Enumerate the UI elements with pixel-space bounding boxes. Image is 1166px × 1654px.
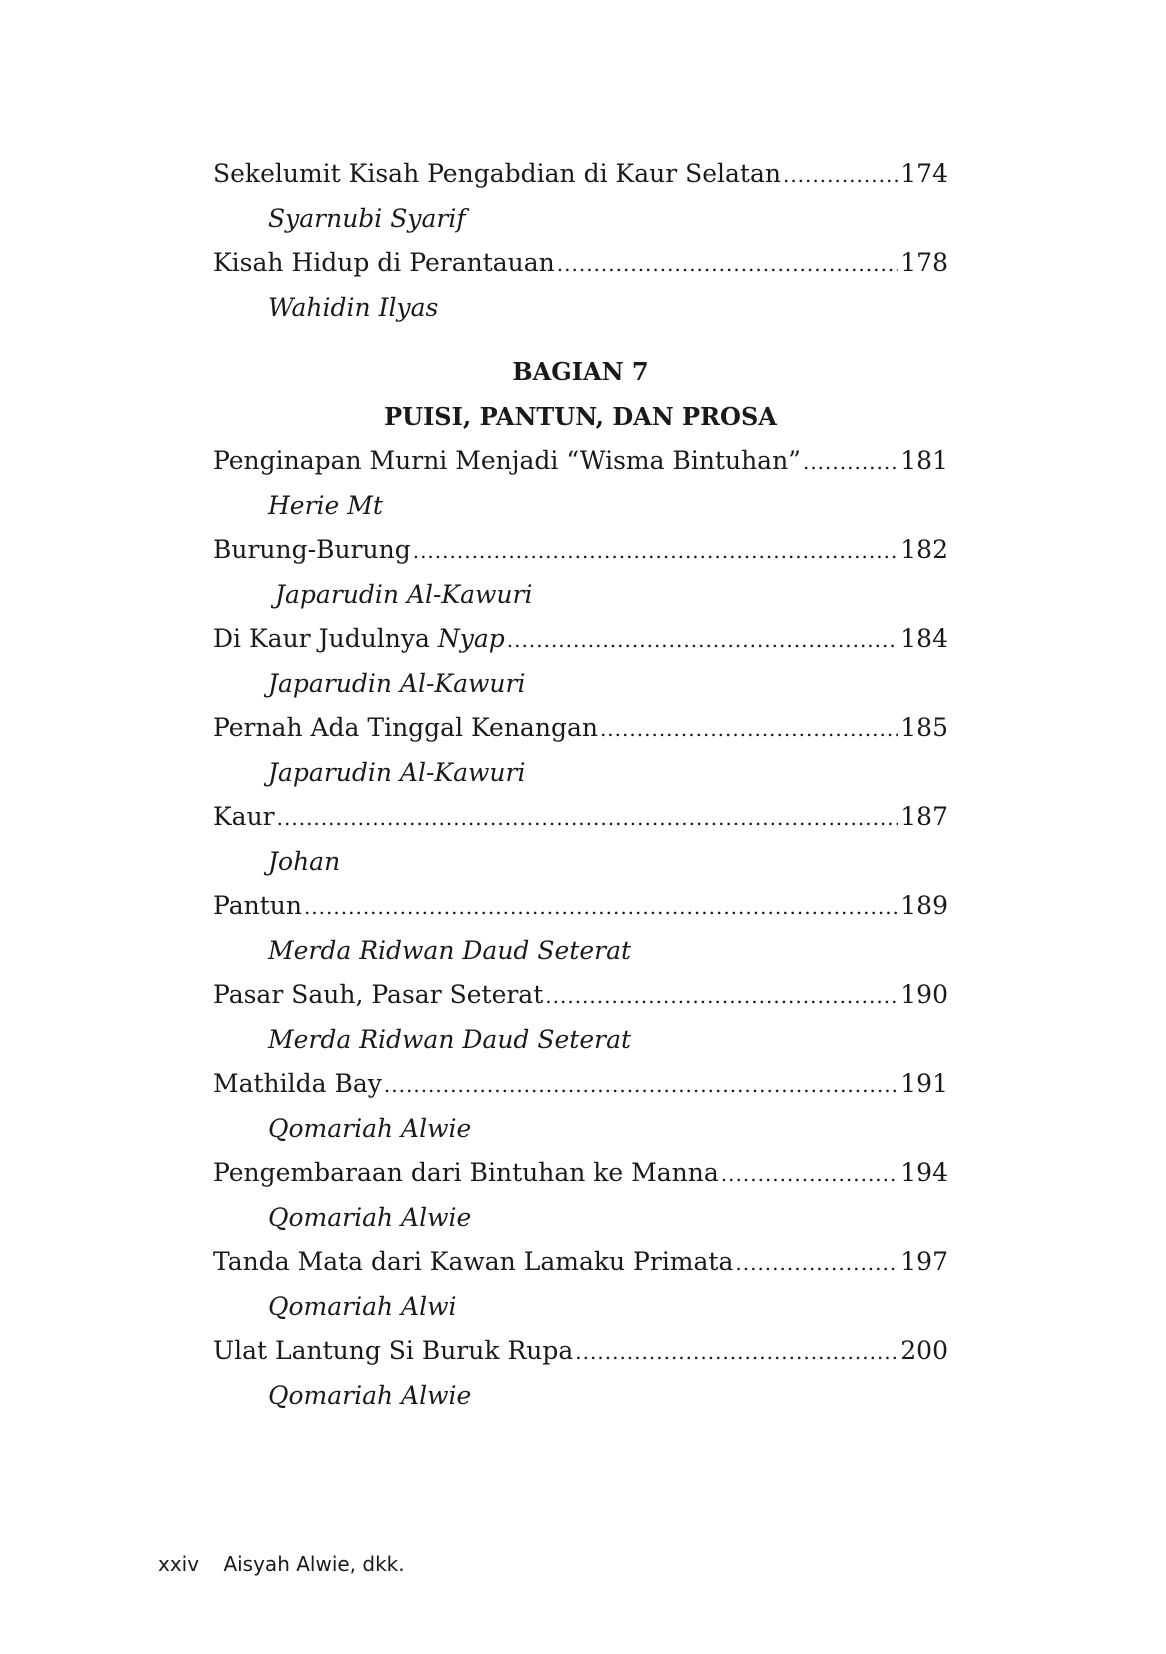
page-footer: [158, 1552, 405, 1576]
toc-entry[interactable]: [213, 1062, 948, 1107]
toc-entry[interactable]: [213, 1151, 948, 1196]
toc-entry-title: [213, 617, 505, 662]
dot-leader: [507, 618, 898, 663]
toc-entry-author: Qomariah Alwi: [268, 1291, 457, 1321]
toc-entry[interactable]: [213, 241, 948, 286]
toc-entry-page: 184: [900, 624, 948, 653]
table-of-contents: [213, 152, 948, 1418]
footer-page-number: xxiv: [158, 1552, 200, 1576]
toc-entry-author: Japarudin Al-Kawuri: [268, 757, 526, 787]
dot-leader: [277, 796, 899, 841]
toc-entry[interactable]: [213, 795, 948, 840]
toc-entry[interactable]: [213, 1240, 948, 1285]
toc-entry-page: 174: [900, 159, 948, 188]
dot-leader: [783, 153, 898, 198]
toc-entry-author: Merda Ridwan Daud Seterat: [268, 1024, 632, 1054]
toc-entry-page: 181: [900, 446, 948, 475]
toc-entry-title: Mathilda Bay: [213, 1069, 382, 1098]
toc-entry-author: Qomariah Alwie: [268, 1113, 472, 1143]
toc-entry-author: Herie Mt: [268, 490, 383, 520]
toc-entry-page: 194: [900, 1158, 948, 1187]
toc-entry-title-plain: Di Kaur Judulnya: [213, 624, 438, 653]
toc-entry-page: 189: [900, 891, 948, 920]
toc-entry-page: 191: [900, 1069, 948, 1098]
dot-leader: [304, 885, 898, 930]
dot-leader: [575, 1330, 898, 1375]
toc-entry[interactable]: [213, 617, 948, 662]
toc-entry-author: Wahidin Ilyas: [268, 292, 439, 322]
toc-entry-title: Pernah Ada Tinggal Kenangan: [213, 713, 598, 742]
toc-entry[interactable]: [213, 706, 948, 751]
dot-leader: [413, 529, 899, 574]
toc-entry[interactable]: [213, 152, 948, 197]
toc-entry[interactable]: [213, 528, 948, 573]
toc-entry-author: Japarudin Al-Kawuri: [268, 668, 526, 698]
toc-entry[interactable]: [213, 973, 948, 1018]
toc-entry-title: Tanda Mata dari Kawan Lamaku Primata: [213, 1247, 734, 1276]
toc-entry-title: Pengembaraan dari Bintuhan ke Manna: [213, 1158, 719, 1187]
dot-leader: [600, 707, 898, 752]
toc-entry-title: Penginapan Murni Menjadi “Wisma Bintuhan”: [213, 446, 801, 475]
dot-leader: [557, 242, 899, 287]
toc-entry-title: Sekelumit Kisah Pengabdian di Kaur Selatan: [213, 159, 781, 188]
dot-leader: [803, 440, 898, 485]
section-title-heading: PUISI, PANTUN, DAN PROSA: [384, 401, 777, 431]
toc-entry-author: Qomariah Alwie: [268, 1202, 472, 1232]
toc-entry-author: Japarudin Al-Kawuri: [275, 579, 533, 609]
toc-entry-author: Johan: [268, 846, 341, 876]
toc-entry-page: 200: [900, 1336, 948, 1365]
toc-entry-title: Pantun: [213, 891, 302, 920]
dot-leader: [384, 1063, 898, 1108]
toc-entry-page: 182: [900, 535, 948, 564]
toc-entry-title: Kisah Hidup di Perantauan: [213, 248, 555, 277]
toc-entry-author: Syarnubi Syarif: [268, 203, 466, 233]
dot-leader: [735, 1241, 898, 1286]
toc-entry-author: Qomariah Alwie: [268, 1380, 472, 1410]
section-part-heading: BAGIAN 7: [512, 357, 649, 386]
toc-entry-title-italic: Nyap: [437, 624, 505, 653]
dot-leader: [721, 1152, 898, 1197]
toc-entry-page: 185: [900, 713, 948, 742]
toc-entry-title: Kaur: [213, 802, 275, 831]
toc-entry-title: Ulat Lantung Si Buruk Rupa: [213, 1336, 574, 1365]
toc-entry-author: Merda Ridwan Daud Seterat: [268, 935, 632, 965]
footer-running-head: Aisyah Alwie, dkk.: [223, 1552, 405, 1576]
toc-entry-title: Pasar Sauh, Pasar Seterat: [213, 980, 544, 1009]
toc-entry-page: 187: [900, 802, 948, 831]
toc-entry[interactable]: [213, 1329, 948, 1374]
toc-entry-page: 178: [900, 248, 948, 277]
toc-entry-title: Burung-Burung: [213, 535, 411, 564]
toc-entry[interactable]: [213, 439, 948, 484]
toc-entry-page: 197: [900, 1247, 948, 1276]
toc-entry[interactable]: [213, 884, 948, 929]
toc-entry-page: 190: [900, 980, 948, 1009]
dot-leader: [545, 974, 898, 1019]
